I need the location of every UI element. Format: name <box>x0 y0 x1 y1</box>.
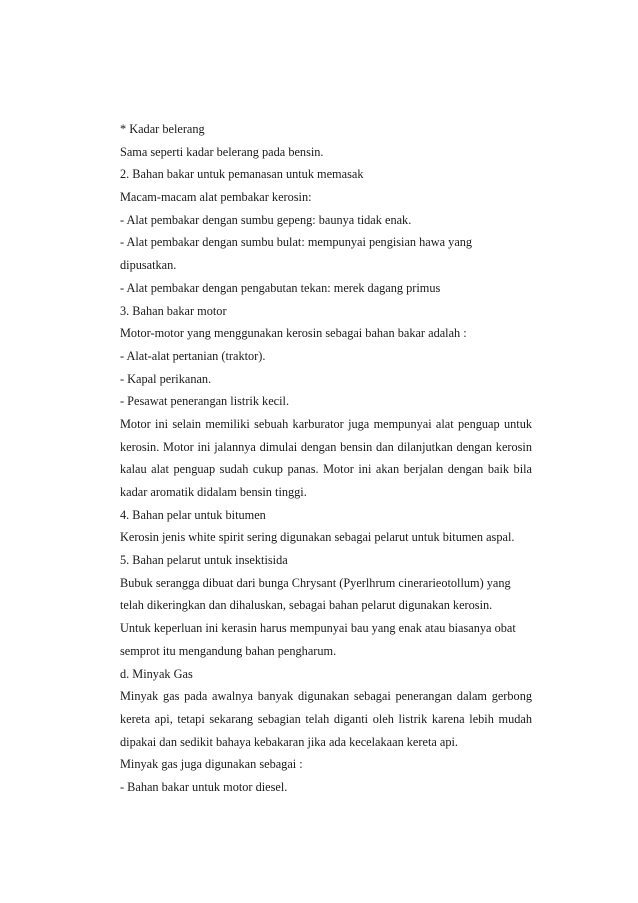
list-item: - Alat pembakar dengan pengabutan tekan: merek dagang primus <box>120 280 441 295</box>
document-body <box>120 118 532 799</box>
section-heading: d. Minyak Gas <box>120 666 193 681</box>
paragraph-line: kerosin. Motor ini jalannya dimulai dengan bensin dan dilanjutkan dengan kerosin <box>120 439 532 454</box>
section-heading: 2. Bahan bakar untuk pemanasan untuk memasak <box>120 167 364 182</box>
list-item: - Alat-alat pertanian (traktor). <box>120 348 266 363</box>
list-item: - Kapal perikanan. <box>120 371 212 386</box>
paragraph-line: Minyak gas pada awalnya banyak digunakan sebagai penerangan dalam gerbong <box>120 689 532 704</box>
list-item-continuation: dipusatkan. <box>120 258 177 273</box>
paragraph-line: Sama seperti kadar belerang pada bensin. <box>120 144 324 159</box>
list-item: - Alat pembakar dengan sumbu gepeng: baunya tidak enak. <box>120 212 412 227</box>
paragraph-line: kadar aromatik didalam bensin tinggi. <box>120 485 307 499</box>
paragraph-line: Macam-macam alat pembakar kerosin: <box>120 190 312 205</box>
list-item: - Bahan bakar untuk motor diesel. <box>120 779 288 794</box>
paragraph-line: Bubuk serangga dibuat dari bunga Chrysant (Pyerlhrum cinerarieotollum) yang <box>120 575 511 590</box>
paragraph-line: Minyak gas juga digunakan sebagai : <box>120 757 303 772</box>
paragraph-line: Kerosin jenis white spirit sering digunakan sebagai pelarut untuk bitumen aspal. <box>120 530 515 545</box>
paragraph-line: Motor-motor yang menggunakan kerosin sebagai bahan bakar adalah : <box>120 326 467 341</box>
paragraph-line: dipakai dan sedikit bahaya kebakaran jika ada kecelakaan kereta api. <box>120 734 458 749</box>
section-heading: 3. Bahan bakar motor <box>120 303 227 318</box>
list-item: - Pesawat penerangan listrik kecil. <box>120 394 290 409</box>
paragraph-line: telah dikeringkan dan dihaluskan, sebagai bahan pelarut digunakan kerosin. <box>120 598 493 613</box>
section-heading: 4. Bahan pelar untuk bitumen <box>120 507 266 522</box>
paragraph-line: Untuk keperluan ini kerasin harus mempunyai bau yang enak atau biasanya obat <box>120 621 516 636</box>
paragraph-line: semprot itu mengandung bahan pengharum. <box>120 643 337 658</box>
subheading-kadar-belerang: * Kadar belerang <box>120 122 205 136</box>
list-item: - Alat pembakar dengan sumbu bulat: mempunyai pengisian hawa yang <box>120 235 473 250</box>
paragraph-line: kereta api, tetapi sekarang sebagian telah diganti oleh listrik karena lebih mudah <box>120 711 532 726</box>
section-heading: 5. Bahan pelarut untuk insektisida <box>120 553 288 568</box>
paragraph-line: Motor ini selain memiliki sebuah karburator juga mempunyai alat penguap untuk <box>120 416 532 431</box>
paragraph-line: kalau alat penguap sudah cukup panas. Motor ini akan berjalan dengan baik bila <box>120 462 532 477</box>
